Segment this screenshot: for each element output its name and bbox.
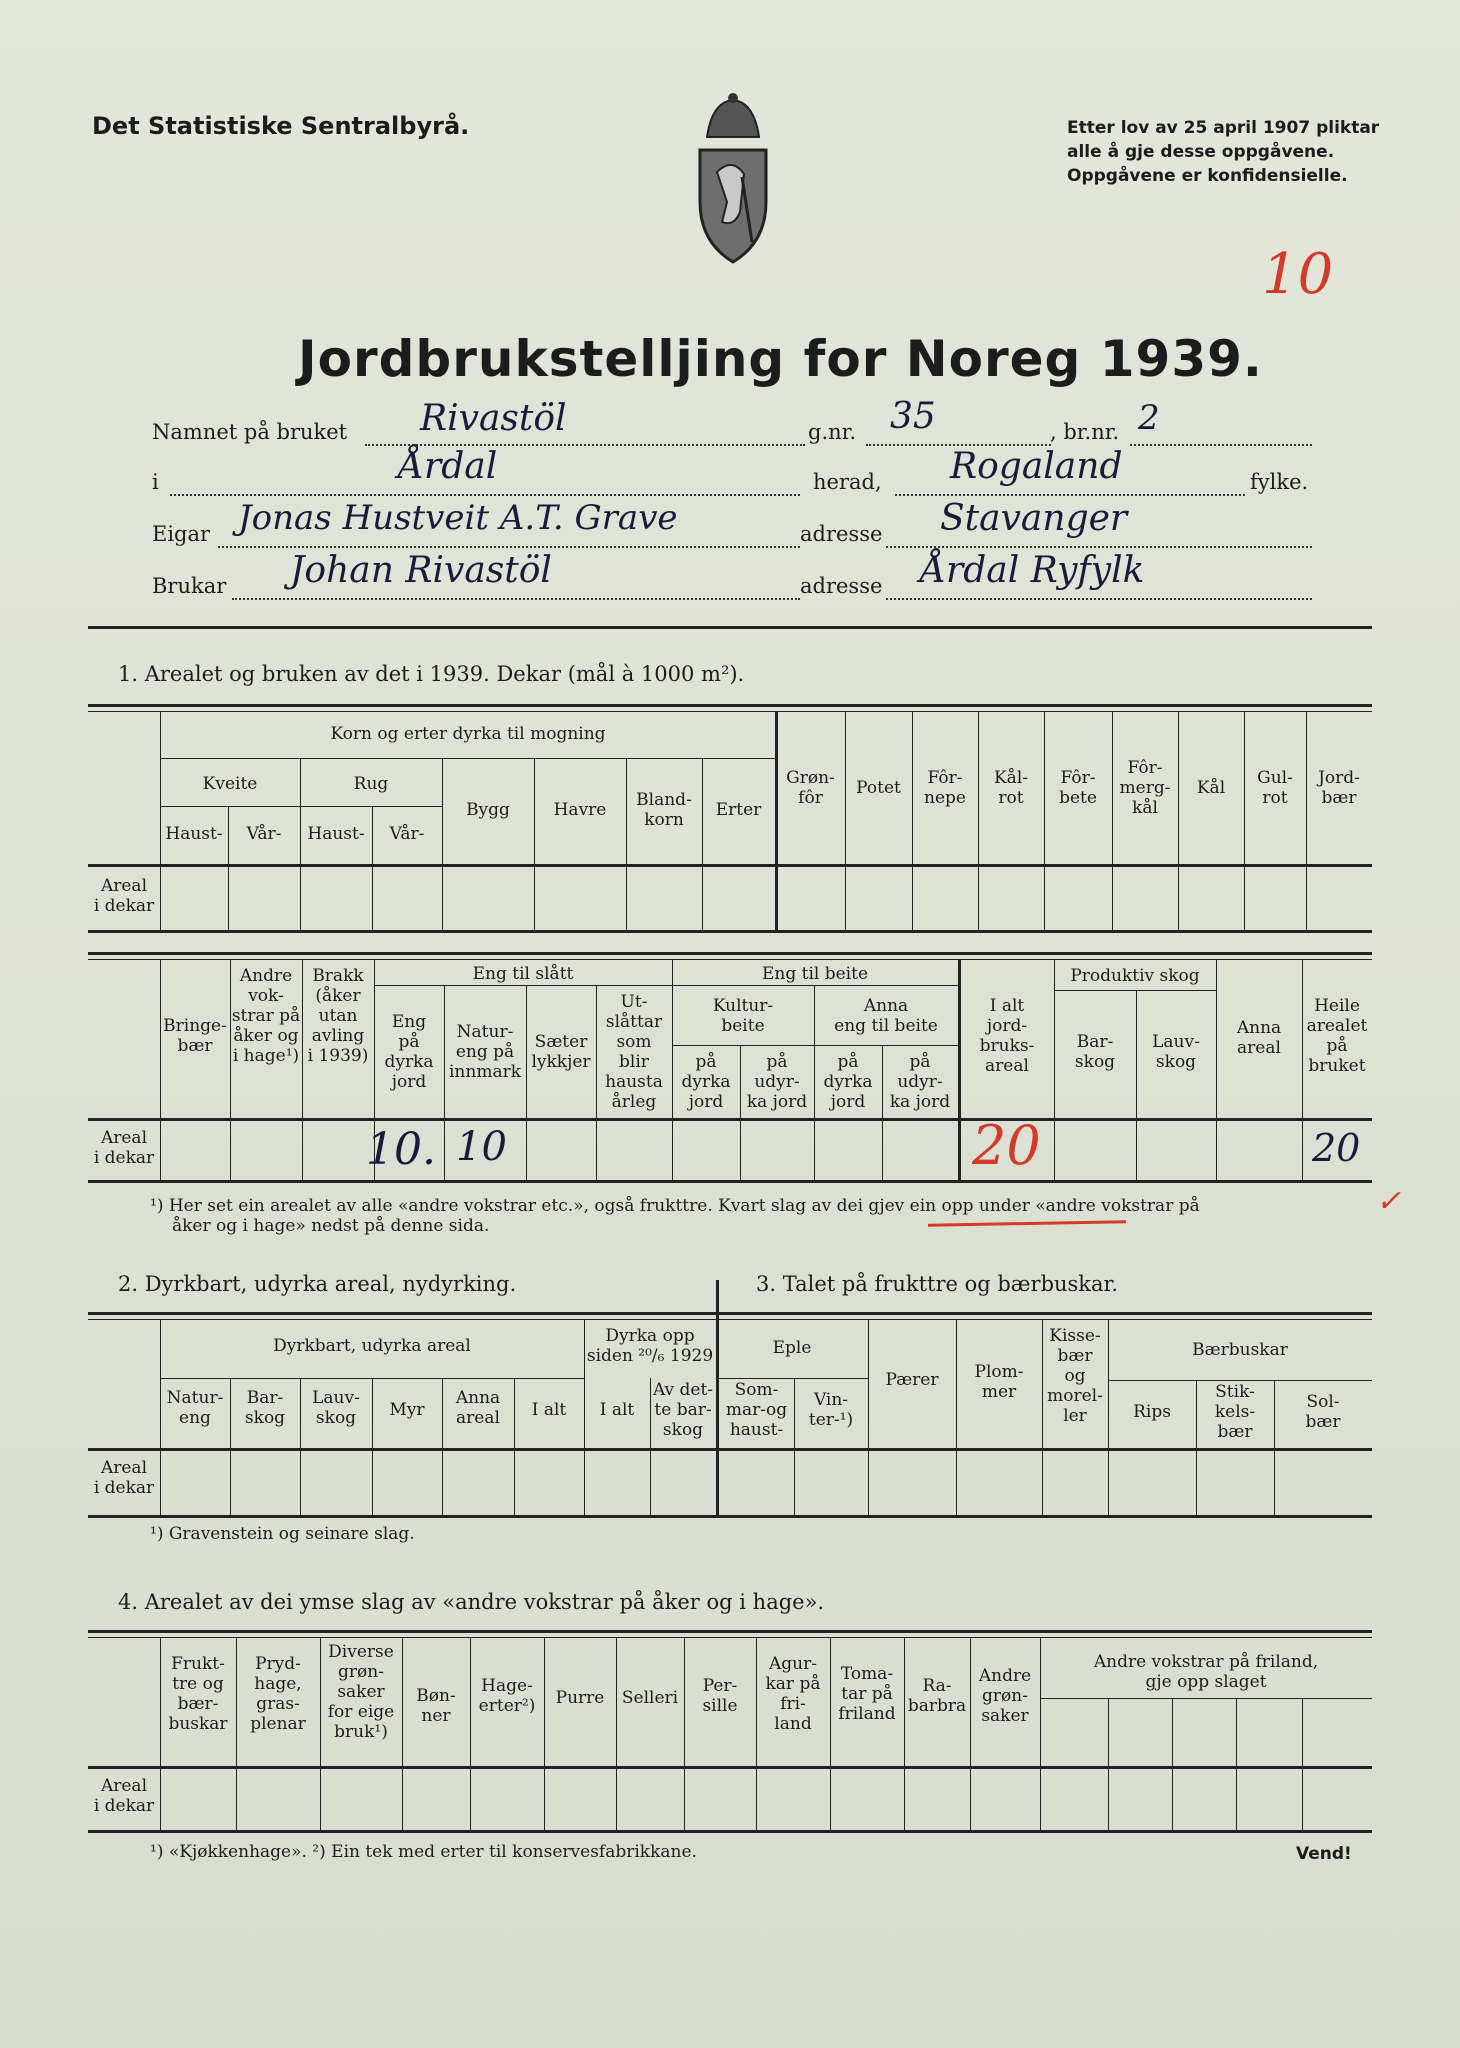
eple-header: Eple	[772, 1338, 812, 1358]
produktiv-skog-header: Produktiv skog	[1070, 966, 1200, 986]
utslattar-header: Ut- slåttar som blir hausta årleg	[605, 992, 663, 1112]
fornepe-header: Fôr- nepe	[924, 768, 966, 808]
eigar-adresse-label: adresse	[800, 522, 883, 546]
bygg-header: Bygg	[466, 800, 510, 820]
kalrot-header: Kål- rot	[993, 768, 1029, 808]
gulrot-header: Gul- rot	[1257, 768, 1293, 808]
i-label: i	[152, 470, 159, 494]
form-number: 10	[1262, 242, 1334, 307]
eng-beite-header: Eng til beite	[761, 964, 869, 984]
section-4-heading: 4. Arealet av dei ymse slag av «andre vokstrar på åker og i hage».	[118, 1590, 825, 1614]
section-2-footnote: ¹) Gravenstein og seinare slag.	[150, 1524, 415, 1544]
s2-anna-areal: Anna areal	[455, 1388, 501, 1428]
agency-name: Det Statistiske Sentralbyrå.	[92, 112, 470, 140]
rug-header: Rug	[353, 774, 389, 794]
hageerter-header: Hage- erter²)	[478, 1676, 536, 1716]
brukar-value: Johan Rivastöl	[290, 550, 552, 591]
value-eng-dyrka: 10.	[366, 1124, 436, 1175]
jordbaer-header: Jord- bær	[1318, 768, 1360, 808]
bringebaer-header: Bringe- bær	[163, 1016, 227, 1056]
red-check-mark: ✓	[1376, 1184, 1402, 1219]
anna-pa-dyrka: på dyrka jord	[823, 1052, 873, 1112]
farm-name-value: Rivastöl	[420, 398, 567, 439]
brukar-adresse-value: Årdal Ryfylk	[920, 550, 1145, 591]
purre-header: Purre	[555, 1688, 605, 1708]
s2-dyrka-i-alt: I alt	[599, 1400, 635, 1420]
i-alt-jordbruksareal-header: I alt jord- bruks- areal	[979, 996, 1035, 1076]
section-2-heading: 2. Dyrkbart, udyrka areal, nydyrking.	[118, 1272, 517, 1296]
formergkal-header: Fôr- merg- kål	[1119, 758, 1171, 818]
kultur-pa-dyrka: på dyrka jord	[681, 1052, 731, 1112]
value-natureng: 10	[456, 1124, 507, 1170]
kveite-haust: Haust-	[165, 824, 223, 844]
form-title: Jordbrukstelljing for Noreg 1939.	[298, 330, 1263, 388]
anna-eng-header: Anna eng til beite	[834, 996, 938, 1036]
section-3-heading: 3. Talet på frukttre og bærbuskar.	[756, 1272, 1118, 1296]
potet-header: Potet	[856, 778, 901, 798]
rabarbra-header: Ra- barbra	[907, 1676, 967, 1716]
erter-header: Erter	[715, 800, 762, 820]
row-label-areal-2: Areal i dekar	[93, 1128, 155, 1168]
s2-natureng: Natur- eng	[166, 1388, 224, 1428]
kveite-vaar: Vår-	[246, 824, 282, 844]
anna-pa-udyrka: på udyr- ka jord	[889, 1052, 951, 1112]
eigar-value: Jonas Hustveit A.T. Grave	[238, 498, 678, 538]
eigar-adresse-value: Stavanger	[940, 498, 1128, 539]
andre-gronsaker-header: Andre grøn- saker	[978, 1666, 1032, 1726]
brukar-label: Brukar	[152, 574, 227, 598]
anna-areal-header: Anna areal	[1236, 1018, 1282, 1058]
persille-header: Per- sille	[702, 1676, 738, 1716]
saeter-header: Sæter lykkjer	[531, 1032, 591, 1072]
section-1-heading: 1. Arealet og bruken av det i 1939. Dekar (mål à 1000 m²).	[118, 662, 745, 686]
brnr-value: 2	[1138, 398, 1160, 438]
s2-av-dette-barskog: Av det- te bar- skog	[652, 1380, 714, 1440]
dyrka-opp-header: Dyrka opp siden ²⁰/₆ 1929	[586, 1326, 714, 1366]
rips-header: Rips	[1133, 1402, 1171, 1422]
vend-note: Vend!	[1296, 1844, 1352, 1864]
kultur-pa-udyrka: på udyr- ka jord	[746, 1052, 808, 1112]
kulturbeite-header: Kultur- beite	[712, 996, 774, 1036]
law-notice	[1067, 116, 1379, 188]
andre-vokstrar-header: Andre vok- strar på åker og i hage¹)	[231, 966, 301, 1066]
brakk-header: Brakk (åker utan avling i 1939)	[307, 966, 369, 1066]
lauvskog-header: Lauv- skog	[1152, 1032, 1200, 1072]
dyrkbart-header: Dyrkbart, udyrka areal	[273, 1336, 471, 1356]
s2-lauvskog: Lauv- skog	[312, 1388, 360, 1428]
korn-header: Korn og erter dyrka til mogning	[330, 724, 606, 744]
solbaer-header: Sol- bær	[1305, 1392, 1341, 1432]
herad-value: Årdal	[398, 446, 498, 487]
selleri-header: Selleri	[621, 1688, 679, 1708]
law-line-1: Etter lov av 25 april 1907 pliktar	[1067, 118, 1380, 138]
blandkorn-header: Bland- korn	[636, 790, 692, 830]
havre-header: Havre	[553, 800, 607, 820]
forbete-header: Fôr- bete	[1059, 768, 1097, 808]
law-line-3: Oppgåvene er konfidensielle.	[1067, 166, 1348, 186]
heile-arealet-header: Heile arealet på bruket	[1306, 996, 1368, 1076]
stikkelsbaer-header: Stik- kels- bær	[1214, 1382, 1256, 1442]
kveite-header: Kveite	[202, 774, 258, 794]
value-i-alt-jordbruksareal: 20	[972, 1114, 1041, 1177]
eigar-label: Eigar	[152, 522, 211, 546]
gnr-label: g.nr.	[808, 420, 857, 444]
eple-sommar: Som- mar-og haust-	[725, 1380, 788, 1440]
paerer-header: Pærer	[885, 1370, 939, 1390]
rug-vaar: Vår-	[389, 824, 425, 844]
s2-myr: Myr	[389, 1400, 425, 1420]
brukar-adresse-label: adresse	[800, 574, 883, 598]
eple-vinter: Vin- ter-¹)	[808, 1390, 854, 1430]
brnr-label: , br.nr.	[1050, 420, 1120, 444]
andre-friland-header: Andre vokstrar på friland, gje opp slaget	[1093, 1652, 1319, 1692]
fylke-value: Rogaland	[950, 446, 1123, 487]
rug-haust: Haust-	[307, 824, 365, 844]
herad-label: herad,	[813, 470, 882, 494]
eng-dyrka-header: Eng på dyrka jord	[384, 1012, 434, 1092]
diverse-gronsaker-header: Diverse grøn- saker for eige bruk¹)	[327, 1642, 395, 1742]
plommer-header: Plom- mer	[974, 1362, 1024, 1402]
value-heile-arealet: 20	[1312, 1126, 1361, 1170]
section-4-footnote: ¹) «Kjøkkenhage». ²) Ein tek med erter til konservesfabrikkane.	[150, 1842, 697, 1862]
namnet-label: Namnet på bruket	[152, 420, 348, 444]
barskog-header: Bar- skog	[1074, 1032, 1116, 1072]
s2-barskog: Bar- skog	[244, 1388, 286, 1428]
kisse-morell-header: Kisse- bær og morel- ler	[1047, 1326, 1103, 1426]
law-line-2: alle å gje desse oppgåvene.	[1067, 142, 1335, 162]
agurkar-header: Agur- kar på fri- land	[765, 1654, 821, 1734]
section-1-footnote: ¹) Her set ein arealet av alle «andre vokstrar etc.», også frukttre. Kvart slag av dei gjev ein opp under «andre vokstrar på åker og i hage» nedst på denne sida.	[150, 1196, 1200, 1236]
coat-of-arms-emblem	[682, 92, 784, 268]
baerbuskar-header: Bærbuskar	[1192, 1340, 1288, 1360]
prydhage-header: Pryd- hage, gras- plenar	[250, 1654, 306, 1734]
gnr-value: 35	[890, 396, 936, 437]
gronfor-header: Grøn- fôr	[786, 768, 835, 808]
row-label-areal: Areal i dekar	[93, 876, 155, 916]
frukttre-header: Frukt- tre og bær- buskar	[168, 1654, 228, 1734]
row-label-areal-3: Areal i dekar	[93, 1458, 155, 1498]
natureng-header: Natur- eng på innmark	[448, 1022, 522, 1082]
fylke-label: fylke.	[1250, 470, 1309, 494]
kal-header: Kål	[1196, 778, 1226, 798]
tomatar-header: Toma- tar på friland	[838, 1664, 896, 1724]
eng-slatt-header: Eng til slått	[472, 964, 574, 984]
s2-i-alt: I alt	[531, 1400, 567, 1420]
row-label-areal-4: Areal i dekar	[93, 1776, 155, 1816]
bonner-header: Bøn- ner	[416, 1686, 456, 1726]
